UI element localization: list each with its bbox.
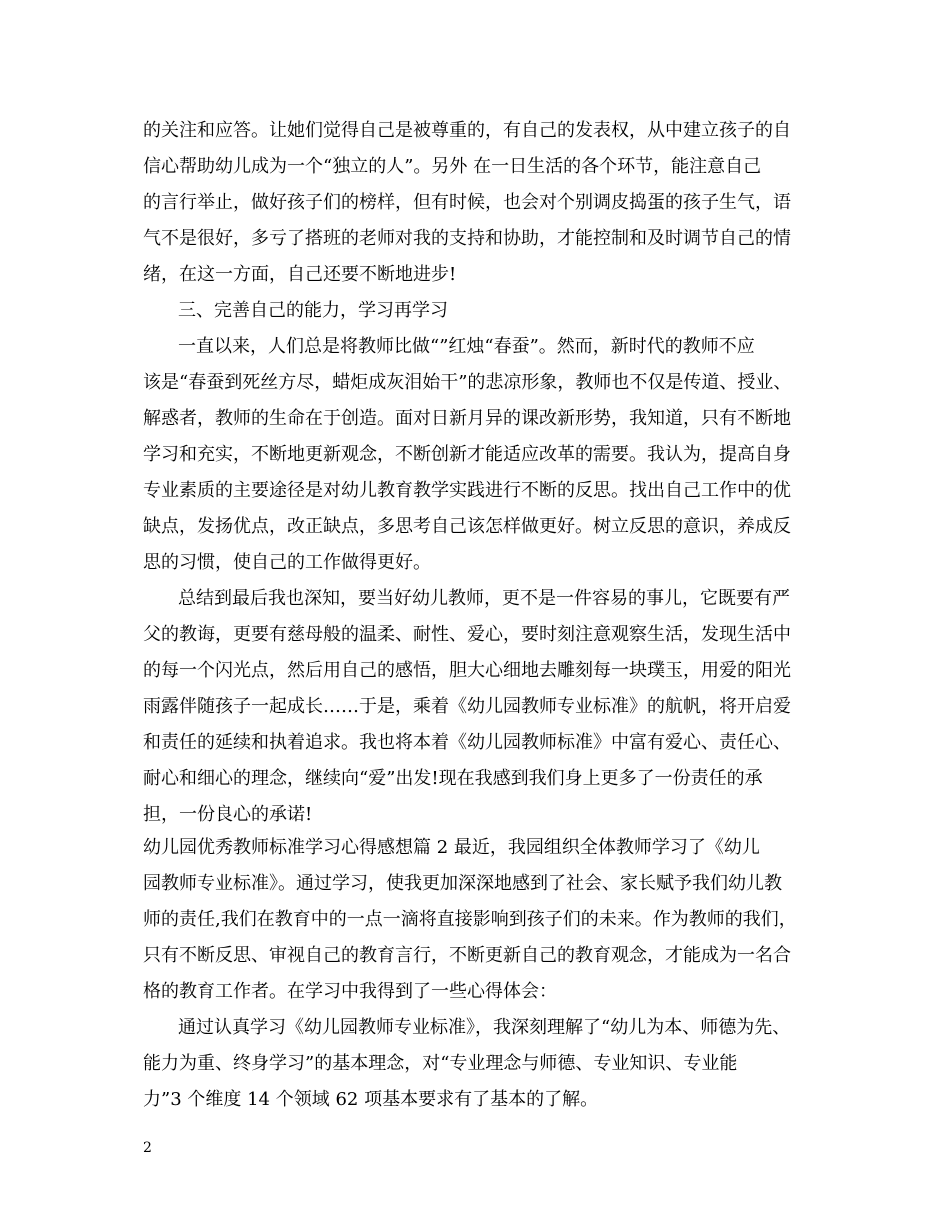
paragraph-line: 格的教育工作者。在学习中我得到了一些心得体会：: [143, 981, 557, 1002]
article-heading-line: 幼儿园优秀教师标准学习心得感想篇 2 最近，我园组织全体教师学习了《幼儿: [143, 837, 760, 858]
paragraph-line: 担，一份良心的承诺!: [143, 804, 313, 825]
paragraph-line: 解惑者，教师的生命在于创造。面对日新月异的课改新形势，我知道，只有不断地: [143, 408, 791, 429]
paragraph-line: 父的教诲，更要有慈母般的温柔、耐性、爱心，要时刻注意观察生活，发现生活中: [143, 624, 791, 645]
paragraph-line: 的言行举止，做好孩子们的榜样，但有时候，也会对个别调皮捣蛋的孩子生气，语: [143, 192, 791, 213]
paragraph-line: 思的习惯，使自己的工作做得更好。: [143, 552, 431, 573]
paragraph-line: 缺点，发扬优点，改正缺点，多思考自己该怎样做更好。树立反思的意识，养成反: [143, 516, 791, 537]
page-number: 2: [143, 1140, 152, 1156]
paragraph-line: 总结到最后我也深知，要当好幼儿教师，更不是一件容易的事儿，它既要有严: [178, 588, 790, 609]
paragraph-line: 力”3 个维度 14 个领域 62 项基本要求有了基本的了解。: [143, 1089, 599, 1110]
paragraph-line: 的每一个闪光点，然后用自己的感悟，胆大心细地去雕刻每一块璞玉，用爱的阳光: [143, 660, 791, 681]
paragraph-line: 师的责任,我们在教育中的一点一滴将直接影响到孩子们的未来。作为教师的我们，: [143, 909, 797, 930]
paragraph-line: 和责任的延续和执着追求。我也将本着《幼儿园教师标准》中富有爱心、责任心、: [143, 732, 791, 753]
paragraph-line: 通过认真学习《幼儿园教师专业标准》，我深刻理解了“幼儿为本、师德为先、: [178, 1017, 791, 1038]
paragraph-line: 雨露伴随孩子一起成长……于是，乘着《幼儿园教师专业标准》的航帆，将开启爱: [143, 696, 791, 717]
paragraph-line: 能力为重、终身学习”的基本理念，对“专业理念与师德、专业知识、专业能: [143, 1053, 738, 1074]
paragraph-line: 专业素质的主要途径是对幼儿教育教学实践进行不断的反思。找出自己工作中的优: [143, 480, 791, 501]
paragraph-line: 只有不断反思、审视自己的教育言行，不断更新自己的教育观念，才能成为一名合: [143, 945, 791, 966]
paragraph-line: 该是“春蚕到死丝方尽，蜡炬成灰泪始干”的悲凉形象，教师也不仅是传道、授业、: [143, 372, 792, 393]
paragraph-line: 的关注和应答。让她们觉得自己是被尊重的，有自己的发表权，从中建立孩子的自: [143, 120, 791, 141]
paragraph-line: 绪，在这一方面，自己还要不断地进步!: [143, 264, 457, 285]
paragraph-line: 一直以来，人们总是将教师比做“”红烛“春蚕”。然而，新时代的教师不应: [178, 336, 755, 357]
section-heading: 三、完善自己的能力，学习再学习: [178, 300, 448, 321]
paragraph-line: 耐心和细心的理念，继续向“爱”出发!现在我感到我们身上更多了一份责任的承: [143, 768, 763, 789]
paragraph-line: 园教师专业标准》。通过学习，使我更加深深地感到了社会、家长赋予我们幼儿教: [143, 873, 782, 894]
paragraph-line: 气不是很好，多亏了搭班的老师对我的支持和协助，才能控制和及时调节自己的情: [143, 228, 791, 249]
paragraph-line: 信心帮助幼儿成为一个“独立的人”。另外 在一日生活的各个环节，能注意自己: [143, 156, 762, 177]
paragraph-line: 学习和充实，不断地更新观念，不断创新才能适应改革的需要。我认为，提高自身: [143, 444, 791, 465]
